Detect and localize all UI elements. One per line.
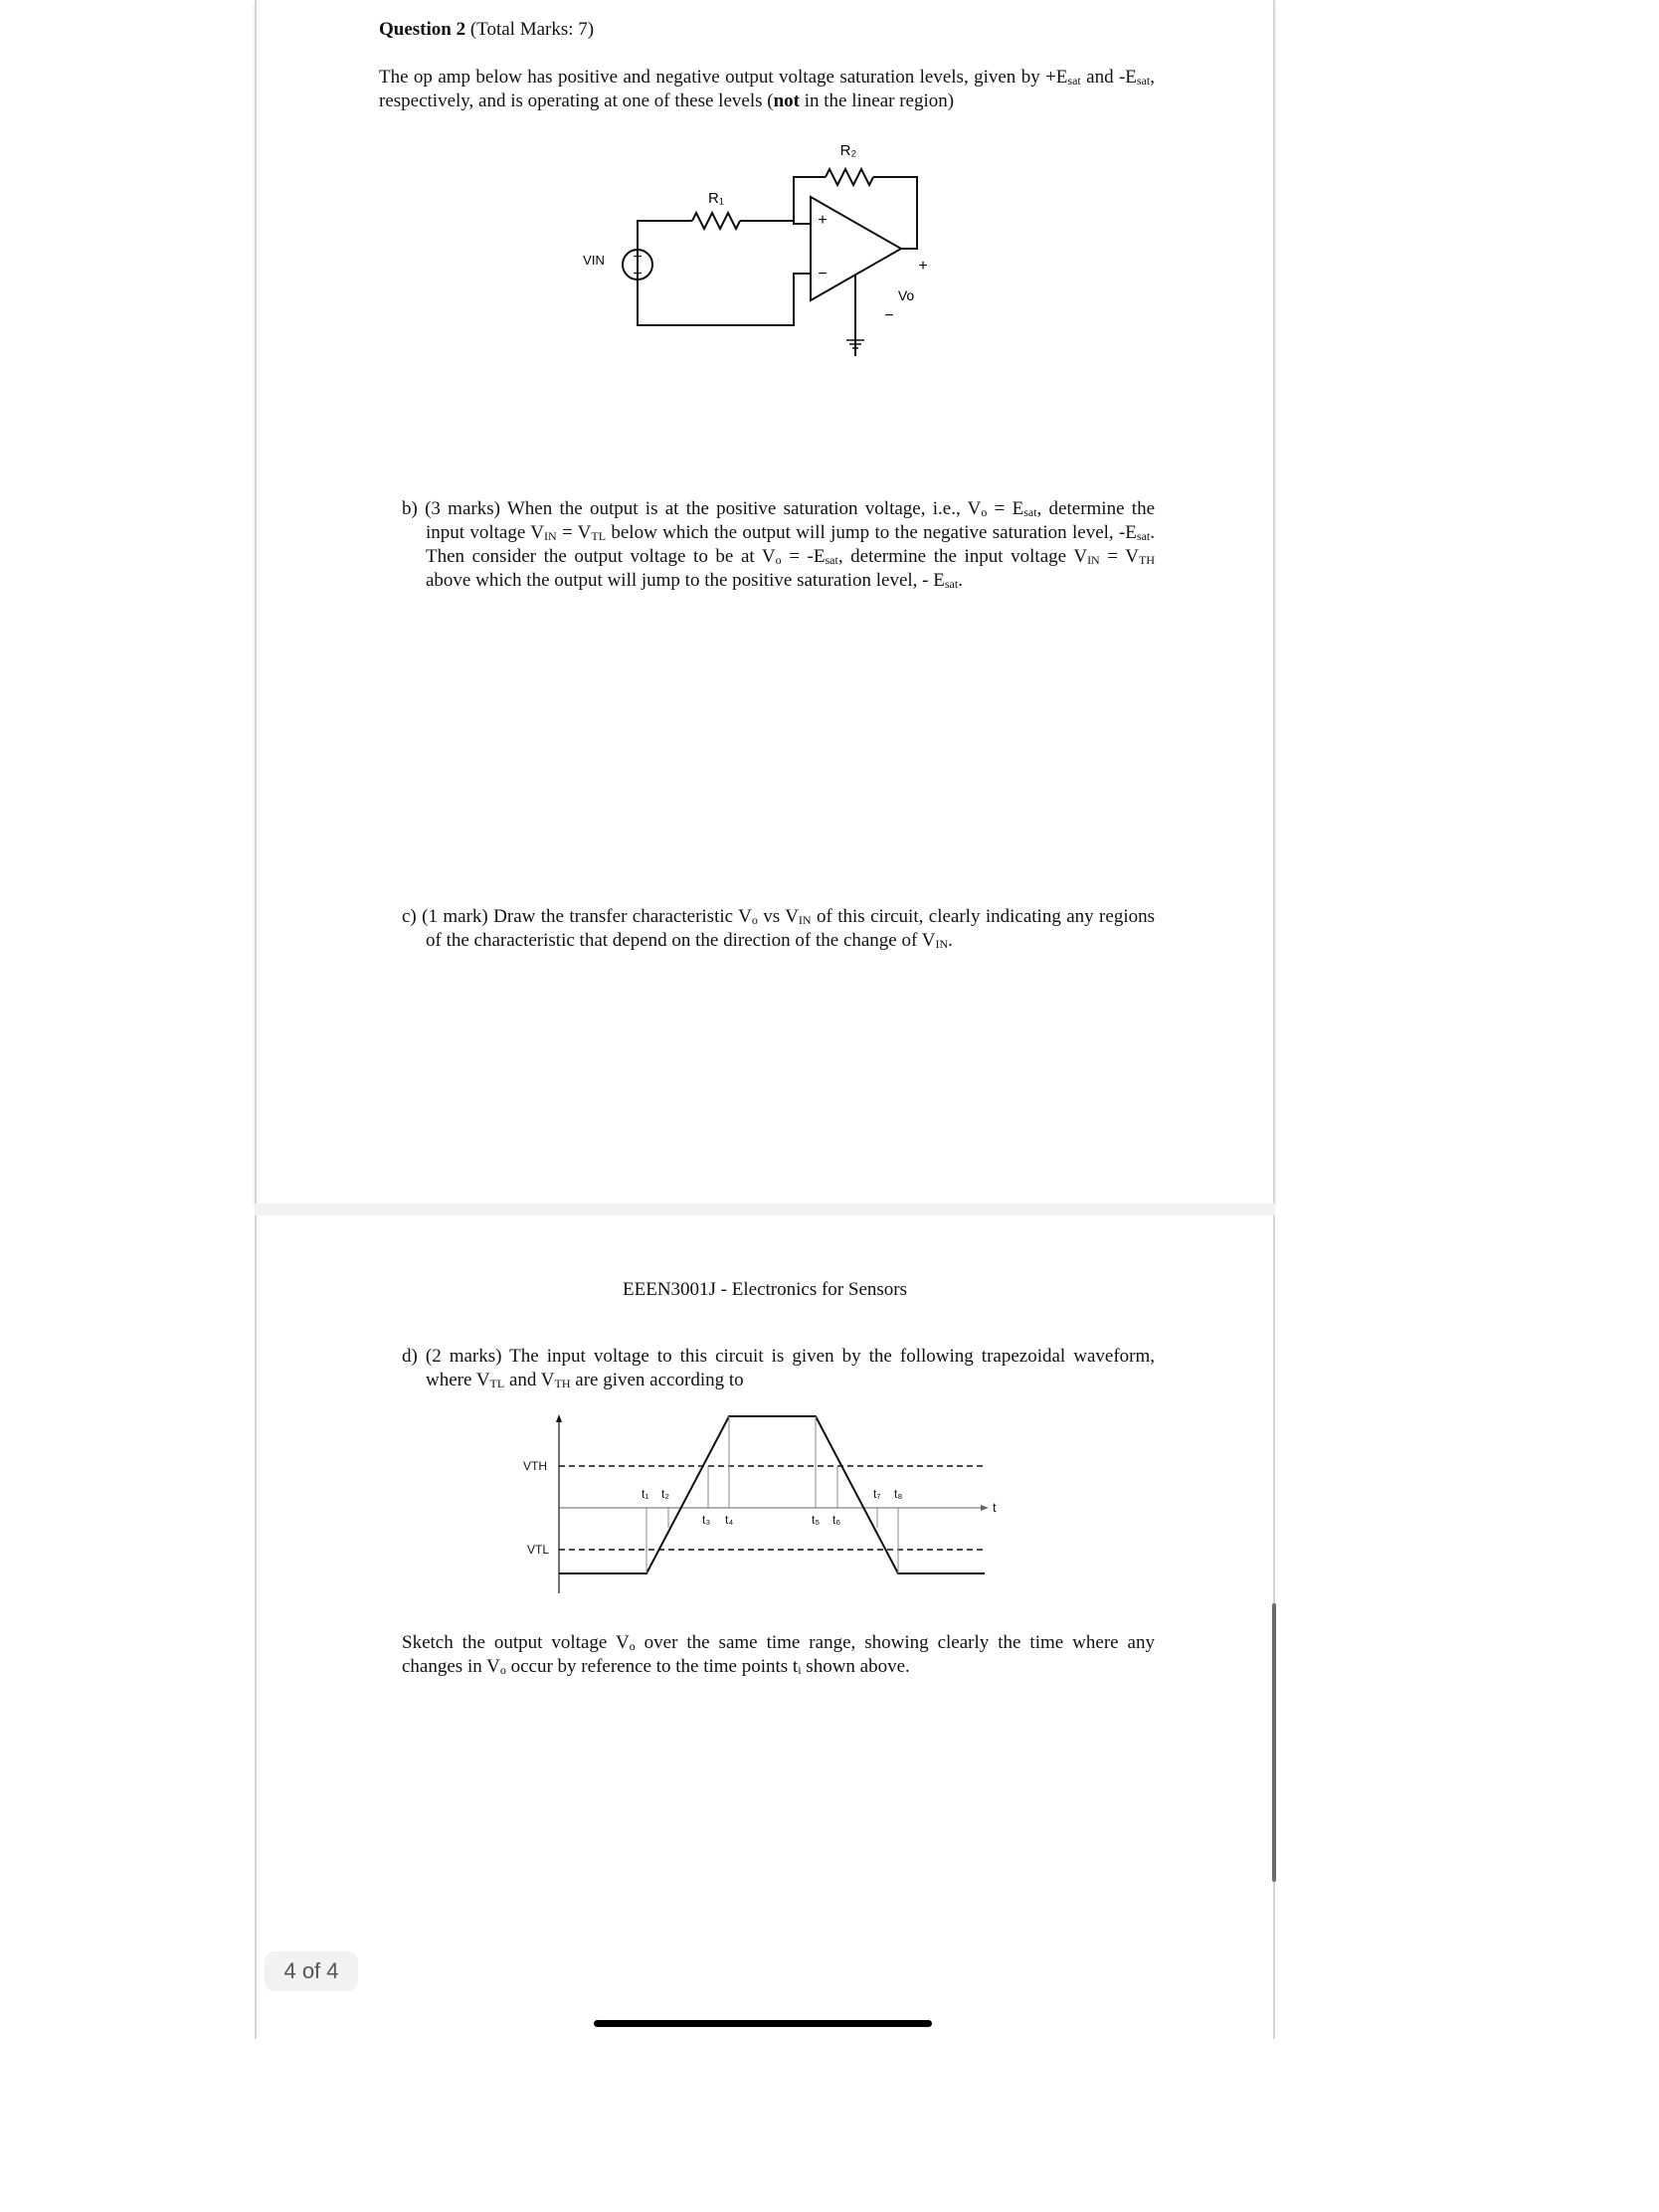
part-b-line2: input voltage $V_{IN} = V_{TL}$ below which the output will jump to the negative saturation level, $-E_{sat}$.	[426, 522, 1155, 543]
source-plus-sign: +	[633, 249, 643, 266]
question-intro-line2: respectively, and is operating at one of these levels (not in the linear region)	[379, 91, 955, 111]
op-amp-circuit-diagram	[557, 129, 955, 358]
label-t3: t₃	[702, 1513, 711, 1527]
label-vth: VTH	[523, 1459, 547, 1473]
source-minus-sign: −	[633, 266, 643, 282]
wire-feedback	[873, 177, 917, 249]
output-minus-sign: −	[884, 307, 894, 324]
noninverting-sign: +	[818, 212, 828, 229]
label-t4: t₄	[725, 1513, 734, 1527]
part-c-line2: of the characteristic that depend on the direction of the change of $V_{IN}$.	[426, 930, 953, 951]
part-d-line1: d) (2 marks) The input voltage to this circuit is given by the following trapezoidal waveform,	[402, 1346, 1155, 1367]
part-b-line3: Then consider the output voltage to be at $V_o = -E_{sat}$, determine the input voltage $V_{IN} = V_{TH}$	[426, 546, 1156, 567]
y-axis-arrow-icon	[556, 1414, 562, 1422]
resistor-r2	[826, 169, 873, 185]
question-heading	[379, 18, 594, 42]
part-b-line1: b) (3 marks) When the output is at the positive saturation voltage, i.e., $V_o = E_{sat}$, determine the	[402, 498, 1155, 519]
page-gap	[255, 1203, 1275, 1215]
question-title: Question 2	[379, 19, 466, 40]
label-t6: t₆	[832, 1513, 841, 1527]
part-c-line1: c) (1 mark) Draw the transfer characteristic $V_o$ vs $V_{IN}$ of this circuit, clearly indicating any regions	[402, 906, 1155, 927]
part-d-line2: where $V_{TL}$ and $V_{TH}$ are given according to	[426, 1370, 744, 1390]
question-marks: (Total Marks: 7)	[469, 19, 595, 40]
label-vtl: VTL	[527, 1543, 550, 1557]
sketch-line2: changes in $V_o$ occur by reference to the time points $t_i$ shown above.	[402, 1656, 910, 1677]
label-t1: t₁	[642, 1487, 649, 1501]
wire-to-noninverting	[740, 221, 811, 224]
wire-ground-loop	[638, 251, 811, 325]
part-b-line4: above which the output will jump to the positive saturation level, - $E_{sat}$.	[426, 570, 963, 591]
resistor-r1	[692, 213, 740, 229]
time-axis-arrow-icon	[981, 1505, 989, 1511]
document-page-2	[255, 1215, 1275, 2039]
label-t2: t₂	[661, 1487, 669, 1501]
home-indicator[interactable]	[594, 2020, 932, 2027]
label-t7: t₇	[873, 1487, 881, 1501]
vertical-scrollbar[interactable]	[1272, 1603, 1276, 1882]
page-indicator[interactable]: 4 of 4	[265, 1951, 358, 1991]
sketch-line1: Sketch the output voltage $V_o$ over the same time range, showing clearly the time where any	[402, 1632, 1155, 1653]
label-t5: t₅	[812, 1513, 821, 1527]
question-intro-line1: The op amp below has positive and negative output voltage saturation levels, given by $+E_{sat}$ and $-E_{sat}$,	[379, 67, 1155, 88]
trapezoidal-waveform-diagram	[517, 1412, 1014, 1601]
output-plus-sign: +	[918, 258, 928, 275]
course-header: EEEN3001J - Electronics for Sensors	[623, 1279, 907, 1300]
label-r2: R₂	[839, 142, 857, 159]
wire-to-r1	[638, 221, 692, 250]
label-t8: t₈	[894, 1487, 903, 1501]
label-t-axis: t	[993, 1500, 997, 1515]
label-vin: VIN	[583, 253, 605, 268]
label-vo: Vo	[897, 287, 915, 303]
label-r1: R₁	[708, 190, 724, 207]
inverting-sign: −	[818, 266, 828, 282]
